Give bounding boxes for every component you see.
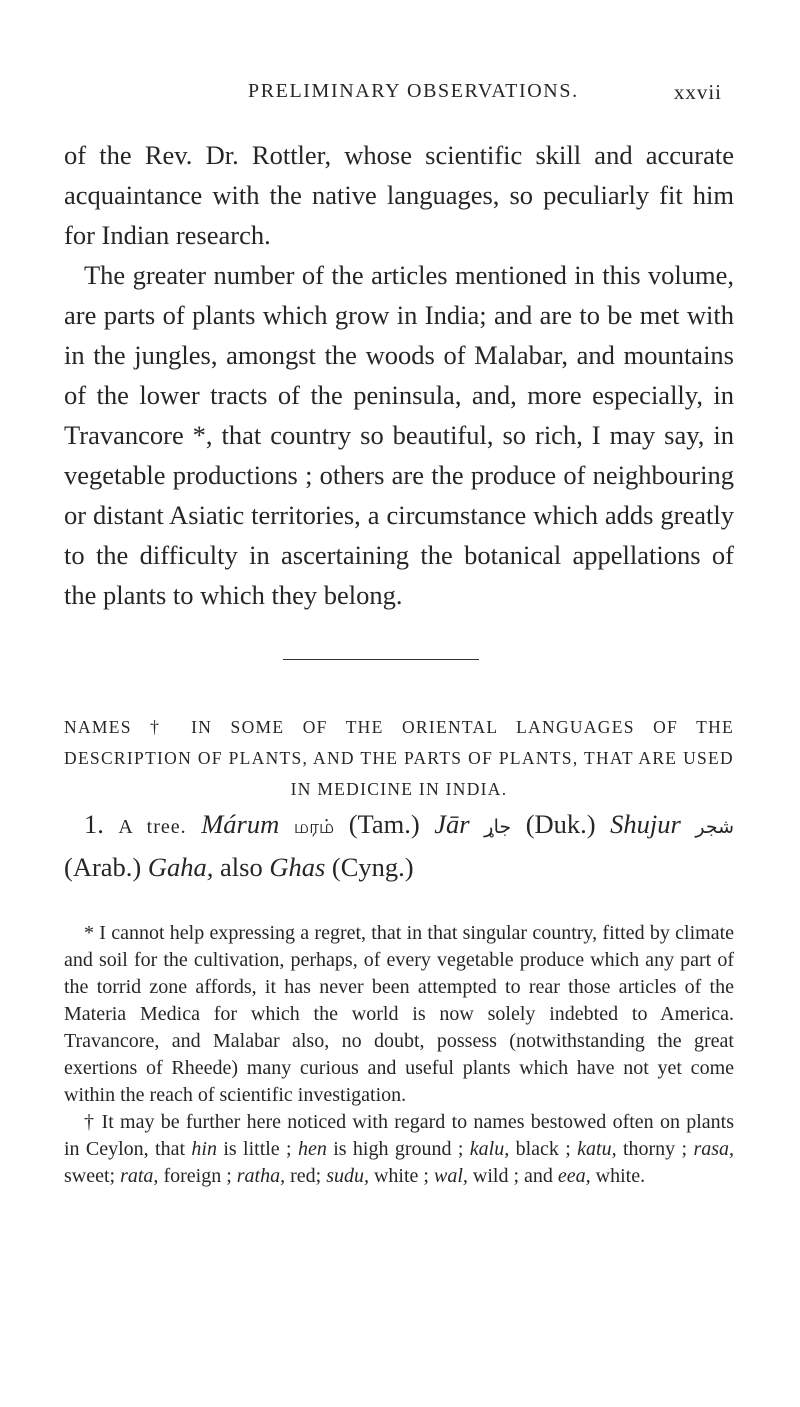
tamil-name: Márum bbox=[201, 809, 280, 839]
footnote-travancore: * I cannot help expressing a regret, that in that singular country, fitted by climate and soil for the cultivation, perhaps, of every vegetable produce which any part of the torrid zone affords, it has never been attempted to rear those articles of the Materia Medica for which the world is now solely indebted to America. Travancore, and Malabar also, no doubt, possess (notwithstanding the great exertions of Rheede) many curious and useful plants which have not yet come within the reach of scientific investigation. bbox=[64, 922, 734, 1106]
paragraph-plants: The greater number of the articles mentioned in this volume, are parts of plants which grow in India; and are to be met with in the jungles, amongst the woods of Malabar, and mountains of the lower tracts of the peninsula, and, more especially, in Travancore *, that country so beautiful, so rich, I may say, in vegetable productions ; others are the produce of neighbouring or distant Asiatic territories, a circumstance which adds greatly to the difficulty in ascertaining the botanical appellations of the plants to which they belong. bbox=[64, 260, 734, 610]
footnote-ceylon-names: † It may be further here noticed with regard to names bestowed often on plants in Ceylon, that hin is little ; hen is high ground ; kalu, black ; katu, thorny ; rasa, sweet; rata, foreign ; ratha, red; sudu, white ; wal, wild ; and eea, white. bbox=[64, 1111, 735, 1187]
section-divider bbox=[283, 659, 479, 660]
arab-lang: (Arab.) bbox=[64, 852, 142, 882]
tamil-script: மரம் bbox=[293, 816, 335, 838]
duk-name: Jār bbox=[434, 809, 470, 839]
entry-term: A tree. bbox=[118, 816, 187, 838]
tamil-lang: (Tam.) bbox=[348, 809, 420, 839]
running-head bbox=[0, 80, 800, 110]
entry-number: 1. bbox=[84, 809, 104, 839]
footnotes bbox=[64, 920, 734, 1190]
entry-tree bbox=[64, 804, 734, 887]
also-word: also bbox=[220, 852, 263, 882]
arab-script: شجر bbox=[695, 816, 735, 838]
duk-script: جاړ bbox=[484, 816, 512, 838]
body-text bbox=[64, 135, 734, 615]
cyng-name: Gaha, bbox=[147, 852, 214, 882]
cyng-alt-name: Ghas bbox=[269, 852, 326, 882]
paragraph-continuation: of the Rev. Dr. Rottler, whose scientific skill and accurate acquaintance with the native languages, so peculiarly fit him for Indian research. bbox=[64, 140, 734, 250]
cyng-lang: (Cyng.) bbox=[331, 852, 414, 882]
running-head-title: PRELIMINARY OBSERVATIONS. bbox=[248, 80, 579, 102]
duk-lang: (Duk.) bbox=[525, 809, 596, 839]
section-heading: NAMES † IN SOME OF THE ORIENTAL LANGUAGES OF THE DESCRIPTION OF PLANTS, AND THE PARTS OF PLANTS, THAT ARE USED IN MEDICINE IN INDIA. bbox=[64, 717, 734, 799]
arab-name: Shujur bbox=[610, 809, 681, 839]
page-number: xxvii bbox=[673, 80, 722, 104]
